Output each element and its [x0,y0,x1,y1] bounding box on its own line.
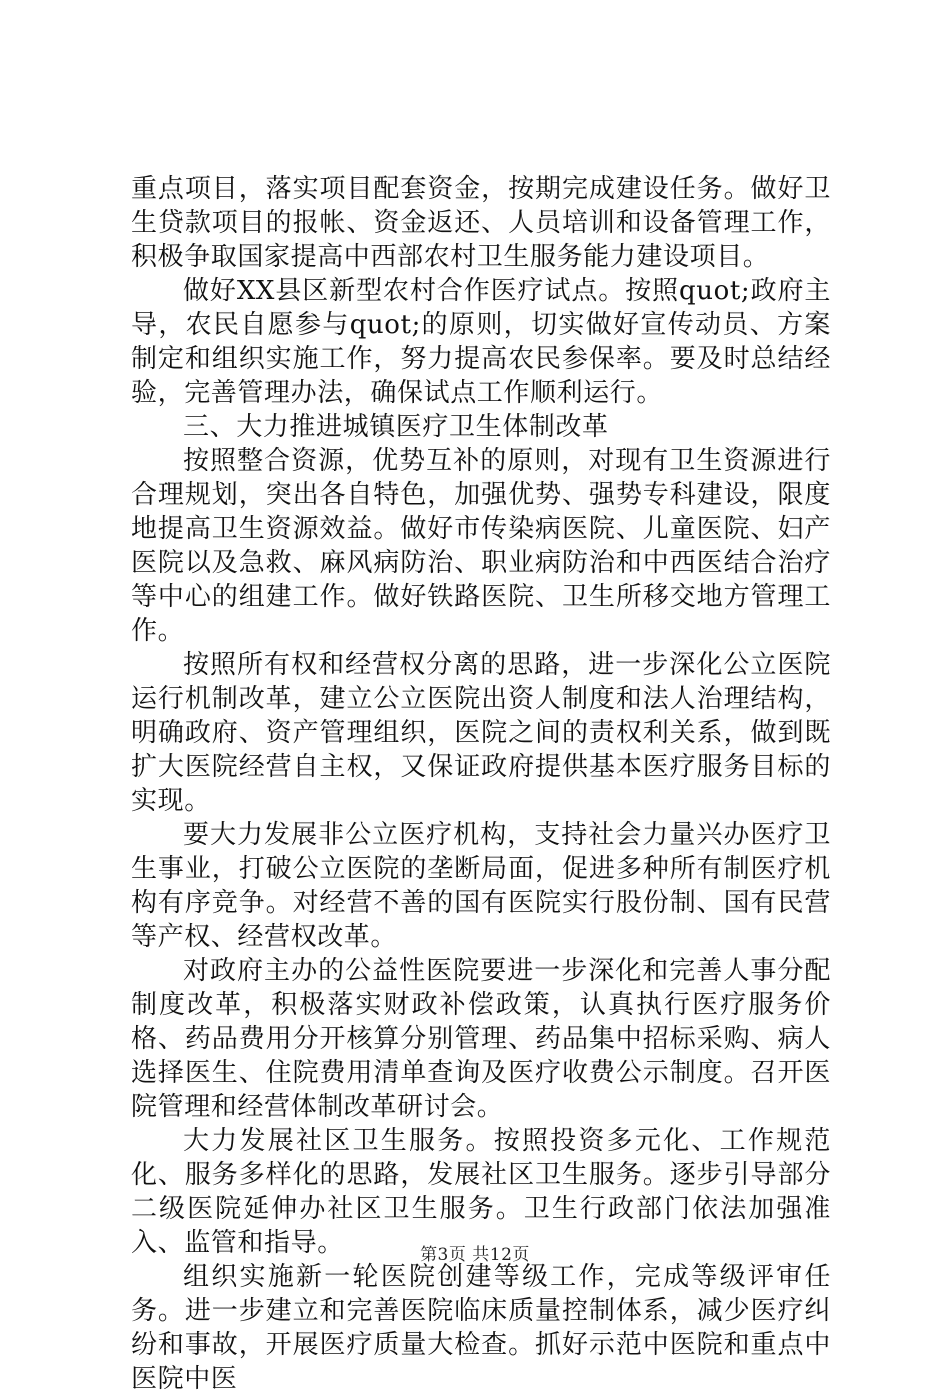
page-footer: 第3页 共12页 [420,1245,530,1265]
paragraph-public-hospital-reform: 对政府主办的公益性医院要进一步深化和完善人事分配制度改革，积极落实财政补偿政策，认真执行医疗服务价格、药品费用分开核算分别管理、药品集中招标采购、病人选择医生、住院费用清单查询及医疗收费公示制度。召开医院管理和经营体制改革研讨会。 [131,956,831,1122]
section-heading-3: 三、大力推进城镇医疗卫生体制改革 [183,412,609,442]
paragraph-community-health: 大力发展社区卫生服务。按照投资多元化、工作规范化、服务多样化的思路，发展社区卫生服务。逐步引导部分二级医院延伸办社区卫生服务。卫生行政部门依法加强准入、监管和指导。 [131,1126,831,1258]
paragraph-ownership-separation: 按照所有权和经营权分离的思路，进一步深化公立医院运行机制改革，建立公立医院出资人制度和法人治理结构，明确政府、资产管理组织，医院之间的责权利关系，做到既扩大医院经营自主权，又保证政府提供基本医疗服务目标的实现。 [131,650,831,816]
document-body [131,172,831,1396]
paragraph-resource-integration: 按照整合资源，优势互补的原则，对现有卫生资源进行合理规划，突出各自特色，加强优势、强势专科建设，限度地提高卫生资源效益。做好市传染病医院、儿童医院、妇产医院以及急救、麻风病防治、职业病防治和中西医结合治疗等中心的组建工作。做好铁路医院、卫生所移交地方管理工作。 [131,446,831,646]
paragraph-hospital-grading: 组织实施新一轮医院创建等级工作，完成等级评审任务。进一步建立和完善医院临床质量控制体系，减少医疗纠纷和事故，开展医疗质量大检查。抓好示范中医院和重点中医院中医 [131,1262,831,1394]
paragraph-continued: 重点项目，落实项目配套资金，按期完成建设任务。做好卫生贷款项目的报帐、资金返还、人员培训和设备管理工作，积极争取国家提高中西部农村卫生服务能力建设项目。 [131,174,831,272]
paragraph-non-public-institutions: 要大力发展非公立医疗机构，支持社会力量兴办医疗卫生事业，打破公立医院的垄断局面，促进多种所有制医疗机构有序竞争。对经营不善的国有医院实行股份制、国有民营等产权、经营权改革。 [131,820,831,952]
paragraph-rural-cooperative-medical: 做好XX县区新型农村合作医疗试点。按照quot;政府主导，农民自愿参与quot;的原则，切实做好宣传动员、方案制定和组织实施工作，努力提高农民参保率。要及时总结经验，完善管理办法，确保试点工作顺利运行。 [131,276,831,408]
